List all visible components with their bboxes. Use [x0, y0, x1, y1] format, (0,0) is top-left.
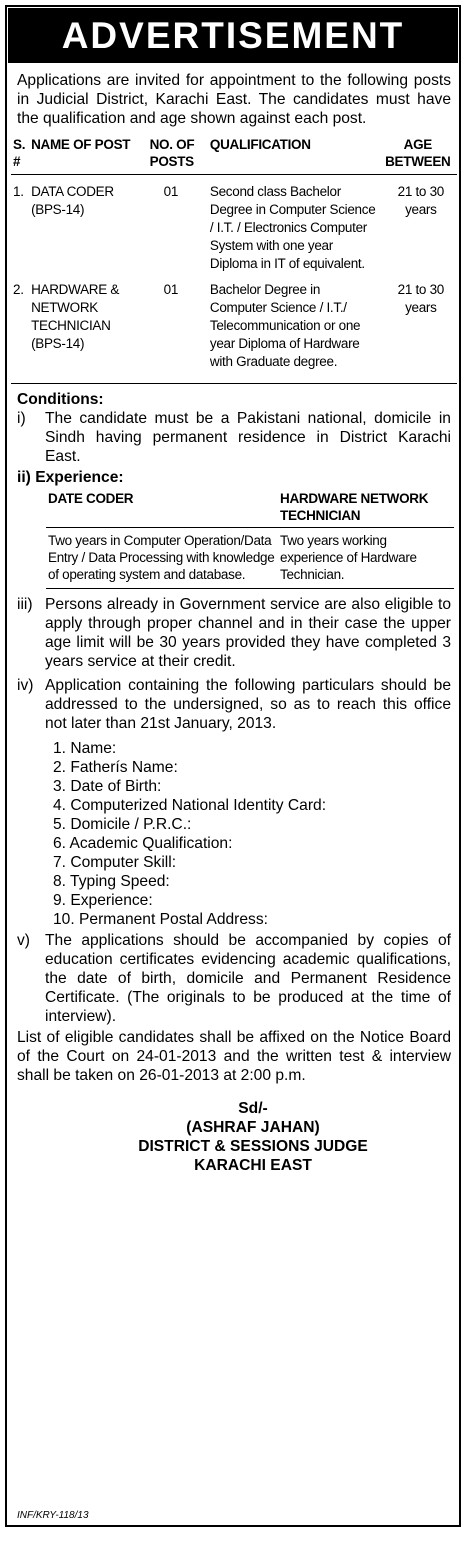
experience-header-row	[46, 489, 454, 528]
condition-marker: i)	[17, 410, 26, 427]
row-post-name: HARDWARE & NETWORK TECHNICIAN (BPS-14)	[29, 273, 148, 384]
condition-text: The applications should be accompanied by copies of education certificates evidencing academic qualifications, the date of birth, domicile and Permanent Residence Certificate. (The originals to be produced at the time of interview).	[45, 932, 451, 1025]
posts-table	[11, 134, 457, 384]
list-item: 2. Fatherís Name:	[53, 759, 178, 776]
particulars-list	[7, 733, 459, 929]
experience-hardware: Two years working experience of Hardware Technician.	[278, 528, 454, 589]
experience-data-coder: Two years in Computer Operation/Data Entry / Data Processing with knowledge of operating system and database.	[46, 528, 278, 589]
row-posts-count: 01	[148, 273, 208, 384]
list-item: 5. Domicile / P.R.C.:	[53, 816, 192, 833]
row-qualification: Second class Bachelor Degree in Computer Science / I.T. / Electronics Computer System with one year Diploma in IT of equivalent.	[209, 184, 376, 271]
header-no-of-posts: NO. OF POSTS	[148, 134, 208, 175]
condition-marker: v)	[17, 932, 30, 949]
signature-designation: DISTRICT & SESSIONS JUDGE	[138, 1138, 368, 1155]
list-item: 1. Name:	[53, 740, 117, 757]
condition-marker: iii)	[17, 596, 33, 613]
list-item: 10. Permanent Postal Address:	[53, 911, 268, 928]
list-item: 6. Academic Qualification:	[53, 835, 233, 852]
experience-table	[46, 489, 454, 589]
table-row	[11, 175, 457, 274]
conditions-heading: Conditions:	[17, 391, 104, 408]
row-age: 21 to 30 years	[397, 184, 445, 217]
signature-place: KARACHI EAST	[194, 1157, 312, 1174]
advertisement	[5, 5, 461, 1527]
signature-sd: Sd/-	[238, 1100, 268, 1117]
experience-heading: ii) Experience:	[17, 469, 124, 486]
list-item: 9. Experience:	[53, 892, 153, 909]
row-qualification: Bachelor Degree in Computer Science / I.T./ Telecommunication or one year Diploma of Hardware with Graduate degree.	[208, 273, 379, 384]
condition-text: The candidate must be a Pakistani national, domicile in Sindh having permanent residence in District Karachi East.	[45, 410, 451, 465]
signature-name: (ASHRAF JAHAN)	[186, 1119, 320, 1136]
header-name-of-post: NAME OF POST	[29, 134, 148, 175]
header-age: AGE BETWEEN	[379, 134, 457, 175]
closing-paragraph: List of eligible candidates shall be affixed on the Notice Board of the Court on 24-01-2013 and the written test & interview shall be taken on 26-01-2013 at 2:00 p.m.	[17, 1029, 451, 1084]
intro-paragraph: Applications are invited for appointment to the following posts in Judicial District, Karachi East. The candidates must have the qualification and age shown against each post.	[17, 72, 451, 127]
list-item: 3. Date of Birth:	[53, 778, 162, 795]
table-row	[11, 273, 457, 384]
list-item: 4. Computerized National Identity Card:	[53, 797, 327, 814]
list-item: 7. Computer Skill:	[53, 854, 177, 871]
list-item: 8. Typing Speed:	[53, 873, 170, 890]
condition-iv	[7, 671, 459, 733]
row-age: 21 to 30 years	[379, 273, 457, 384]
row-posts-count: 01	[163, 184, 179, 199]
row-serial: 2.	[11, 273, 29, 384]
ad-title: ADVERTISEMENT	[8, 8, 458, 63]
experience-header-hardware: HARDWARE NETWORK TECHNICIAN	[278, 489, 454, 528]
condition-v	[7, 929, 459, 1026]
signature-block	[7, 1085, 459, 1175]
row-post-name: DATA CODER (BPS-14)	[31, 184, 114, 217]
reference-number: INF/KRY-118/13	[17, 1510, 89, 1521]
condition-iii	[7, 589, 459, 671]
condition-marker: iv)	[17, 677, 34, 694]
row-serial: 1.	[13, 184, 24, 199]
condition-text: Persons already in Government service are also eligible to apply through proper channel and in their case the upper age limit will be 30 years provided they have completed 3 years service at their credit.	[45, 596, 451, 670]
posts-table-header	[11, 134, 457, 175]
experience-header-data-coder: DATE CODER	[46, 489, 278, 528]
header-qualification: QUALIFICATION	[208, 134, 379, 175]
table-row	[46, 528, 454, 589]
condition-text: Application containing the following particulars should be addressed to the undersigned, so as to reach this office not later than 21st January, 2013.	[45, 677, 451, 732]
header-serial: S. #	[11, 134, 29, 175]
condition-i	[7, 409, 459, 466]
